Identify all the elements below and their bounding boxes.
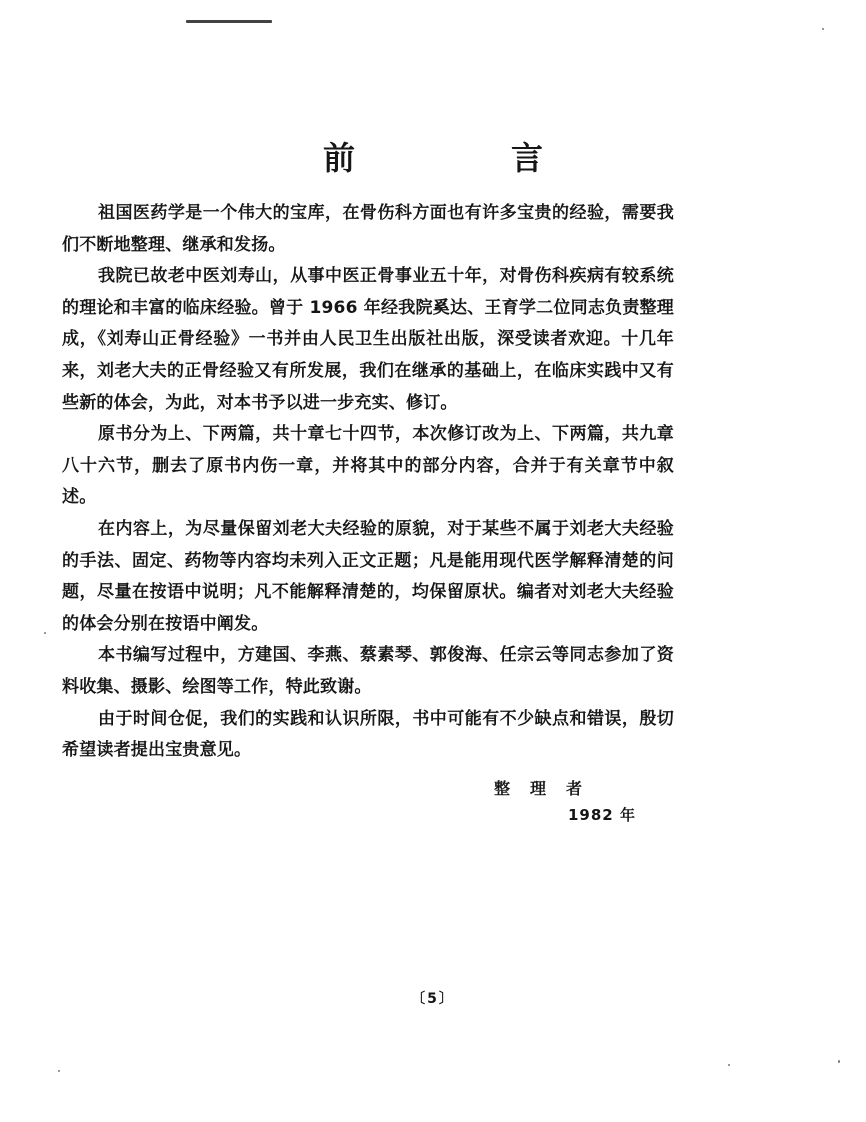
- scan-speck: [44, 632, 46, 634]
- paragraph-5: 本书编写过程中，方建国、李燕、蔡素琴、郭俊海、任宗云等同志参加了资料收集、摄影、绘图等工作，特此致谢。: [62, 645, 674, 697]
- preface-body: [62, 198, 674, 767]
- paragraph-1: 祖国医药学是一个伟大的宝库，在骨伤科方面也有许多宝贵的经验，需要我们不断地整理、继承和发扬。: [62, 203, 674, 255]
- scan-speck: [838, 1060, 840, 1063]
- signature: 整理者: [494, 779, 603, 798]
- paragraph-4: 在内容上，为尽量保留刘老大夫经验的原貌，对于某些不属于刘老大夫经验的手法、固定、药物等内容均未列入正文正题；凡是能用现代医学解释清楚的问题，尽量在按语中说明；凡不能解释清楚的，均保留原状。编者对刘老大夫经验的体会分别在按语中阐发。: [62, 518, 674, 634]
- scan-speck: [58, 1070, 60, 1072]
- scan-speck: [728, 1064, 730, 1066]
- signature-date: 1982 年: [568, 806, 636, 824]
- scan-mark: [186, 20, 272, 23]
- page-number: 〔5〕: [411, 991, 455, 1007]
- page-title: 前 言: [322, 139, 605, 177]
- paragraph-2: 我院已故老中医刘寿山，从事中医正骨事业五十年，对骨伤科疾病有较系统的理论和丰富的临床经验。曾于 1966 年经我院奚达、王育学二位同志负责整理成，《刘寿山正骨经验》一书并由人民卫生出版社出版，深受读者欢迎。十几年来，刘老大夫的正骨经验又有所发展，我们在继承的基础上，在临床实践中又有些新的体会，为此，对本书予以进一步充实、修订。: [62, 266, 674, 413]
- scan-speck: [822, 28, 824, 30]
- paragraph-6: 由于时间仓促，我们的实践和认识所限，书中可能有不少缺点和错误，殷切希望读者提出宝贵意见。: [62, 708, 674, 761]
- paragraph-3: 原书分为上、下两篇，共十章七十四节，本次修订改为上、下两篇，共九章八十六节，删去了原书内伤一章，并将其中的部分内容，合并于有关章节中叙述。: [62, 424, 674, 508]
